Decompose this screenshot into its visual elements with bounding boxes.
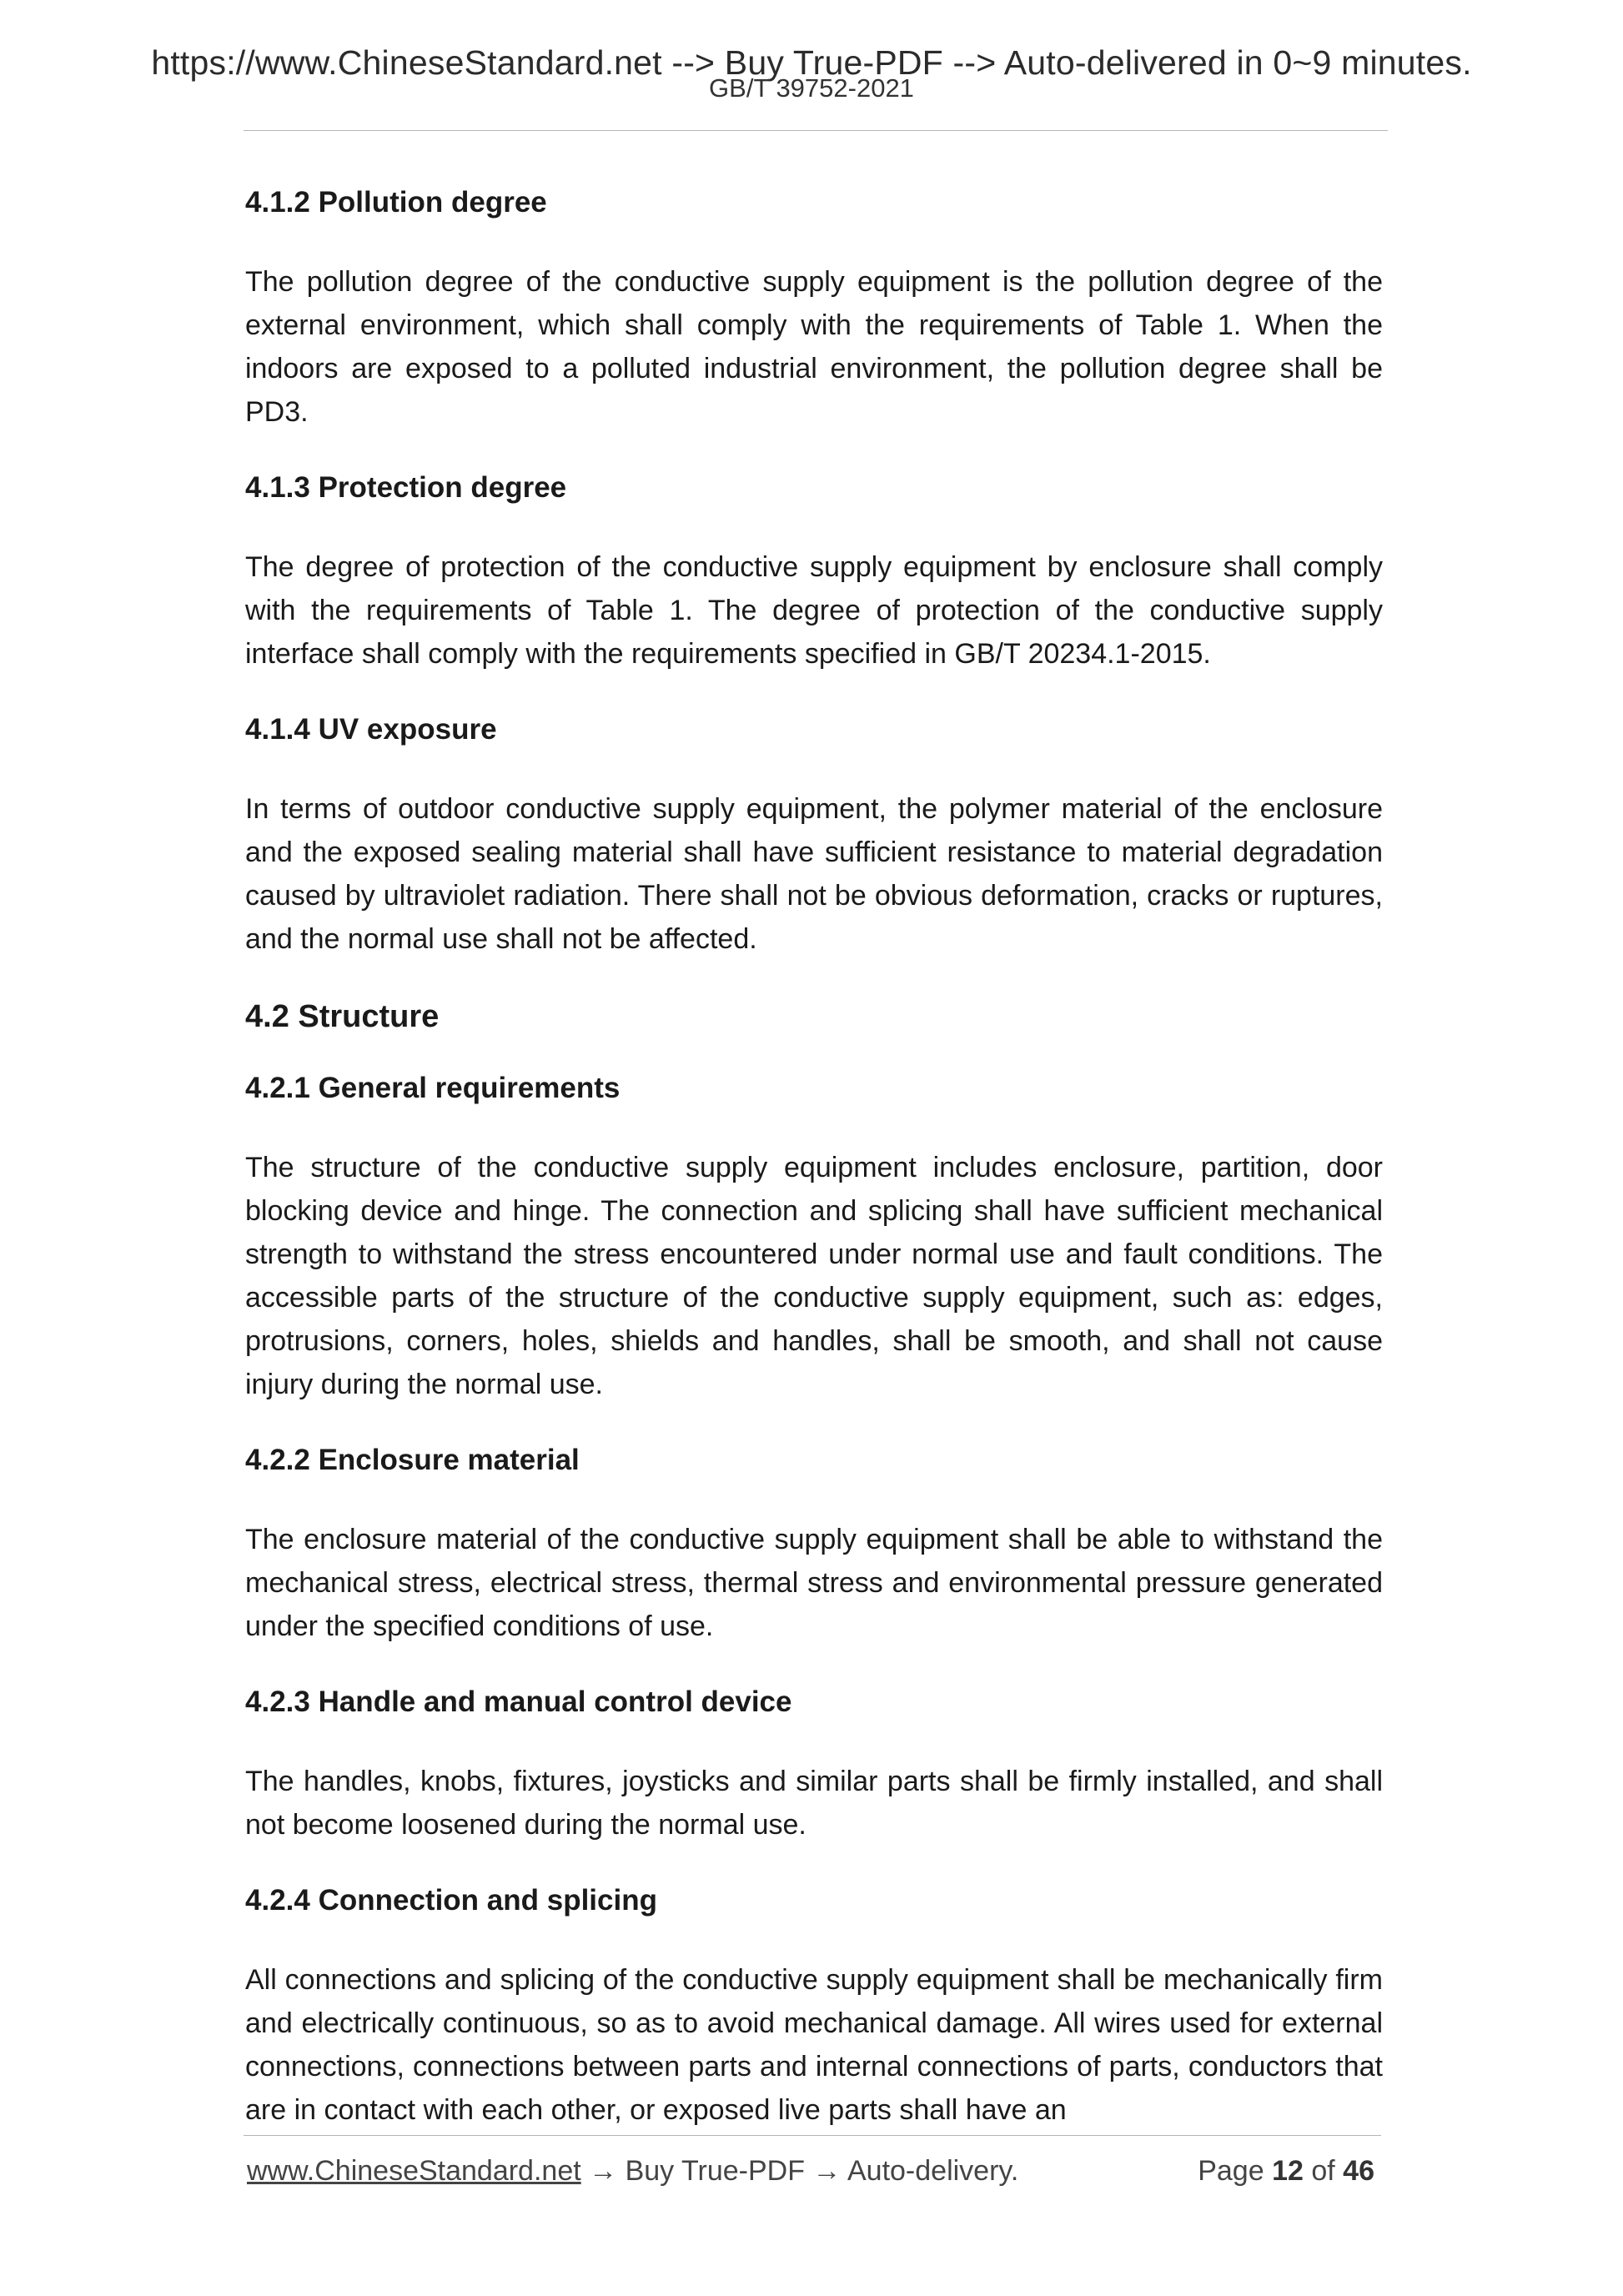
paragraph-4-1-4: In terms of outdoor conductive supply equipment, the polymer material of the enclosure and the exposed sealing material shall have sufficient resistance to material degradation caused by ultraviolet radiation. There shall not be obvious deformation, cracks or ruptures, and the normal use shall not be affected.	[245, 793, 1383, 955]
page-number: 12	[1272, 2155, 1304, 2187]
heading-4-1-2: 4.1.2 Pollution degree	[245, 186, 547, 219]
heading-4-2-2: 4.2.2 Enclosure material	[245, 1444, 580, 1476]
footer-tagline: → Buy True-PDF → Auto-delivery.	[580, 2155, 1019, 2187]
paragraph-4-2-1: The structure of the conductive supply equipment includes enclosure, partition, door blocking device and hinge. The connection and splicing shall have sufficient mechanical strength to withstand the stress encountered under normal use and fault conditions. The accessible parts of the structure of the conductive supply equipment, such as: edges, protrusions, corners, holes, shields and handles, shall be smooth, and shall not cause injury during the normal use.	[245, 1152, 1383, 1400]
paragraph-4-2-4: All connections and splicing of the conductive supply equipment shall be mechanically firm and electrically continuous, so as to avoid mechanical damage. All wires used for external connections, connections between parts and internal connections of parts, conductors that are in contact with each other, or exposed live parts shall have an	[245, 1964, 1383, 2126]
total-pages: 46	[1343, 2155, 1374, 2187]
heading-4-2-1: 4.2.1 General requirements	[245, 1072, 621, 1104]
heading-4-2-3: 4.2.3 Handle and manual control device	[245, 1686, 792, 1718]
document-body	[245, 185, 1383, 2168]
header-banner: https://www.ChineseStandard.net --> Buy True-PDF --> Auto-delivered in 0~9 minutes.	[151, 43, 1472, 82]
paragraph-4-1-2: The pollution degree of the conductive supply equipment is the pollution degree of the external environment, which shall comply with the requirements of Table 1. When the indoors are exposed to a polluted industrial environment, the pollution degree shall be PD3.	[245, 266, 1383, 428]
page-word: Page	[1198, 2155, 1264, 2187]
footer-divider	[244, 2135, 1381, 2136]
paragraph-4-1-3: The degree of protection of the conductive supply equipment by enclosure shall comply with the requirements of Table 1. The degree of protection of the conductive supply interface shall comply with the requirements specified in GB/T 20234.1-2015.	[245, 551, 1383, 670]
heading-4-1-3: 4.1.3 Protection degree	[245, 471, 567, 504]
header-divider	[244, 130, 1388, 131]
heading-4-1-4: 4.1.4 UV exposure	[245, 713, 497, 746]
standard-number: GB/T 39752-2021	[709, 73, 914, 103]
site-link[interactable]: www.ChineseStandard.net	[247, 2155, 581, 2187]
heading-4-2-4: 4.2.4 Connection and splicing	[245, 1884, 657, 1917]
page-footer	[247, 2155, 1381, 2197]
paragraph-4-2-2: The enclosure material of the conductive supply equipment shall be able to withstand the mechanical stress, electrical stress, thermal stress and environmental pressure generated under the specified conditions of use.	[245, 1524, 1383, 1642]
page-indicator	[1198, 2155, 1374, 2188]
heading-4-2: 4.2 Structure	[245, 999, 440, 1034]
paragraph-4-2-3: The handles, knobs, fixtures, joysticks and similar parts shall be firmly installed, and shall not become loosened during the normal use.	[245, 1766, 1383, 1841]
of-word: of	[1311, 2155, 1335, 2187]
